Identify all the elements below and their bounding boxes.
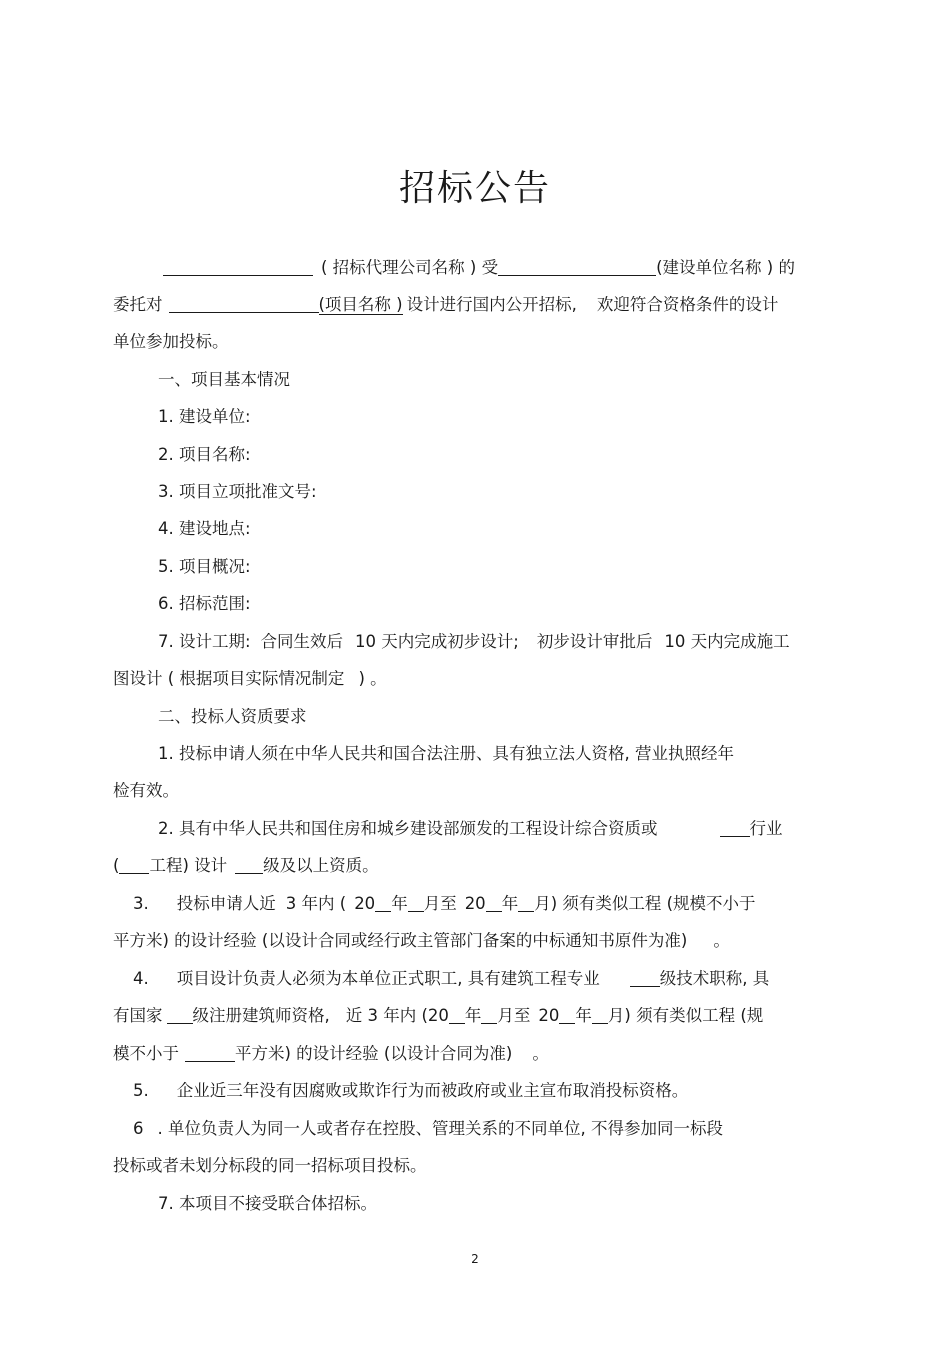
req-6-line-2: 投标或者未划分标段的同一招标项目投标。 — [113, 1156, 427, 1175]
req-3-text-b: 3 年内 ( — [285, 894, 347, 913]
req-4-year-2: 20 — [538, 1006, 560, 1025]
req-2-text-e: 级及以上资质。 — [263, 856, 379, 875]
blank-agent-name — [163, 257, 313, 276]
intro-owner-text: (建设单位名称 ) 的 — [656, 258, 795, 277]
section-1-item-6: 6. 招标范围: — [158, 594, 251, 613]
req-2-text-c: ( — [113, 856, 120, 875]
blank-year-2 — [486, 893, 502, 912]
section-2-heading: 二、投标人资质要求 — [158, 707, 307, 726]
req-3-text-i: 平方米) 的设计经验 (以设计合同或经行政主管部门备案的中标通知书原件为准) — [113, 931, 688, 950]
req-4-text-m: 。 — [532, 1044, 549, 1063]
req-4-text-j: 月) 须有类似工程 (规 — [607, 1006, 764, 1025]
blank-month-3 — [481, 1005, 497, 1024]
section-1-item-1: 1. 建设单位: — [158, 407, 251, 426]
req-3-line-2 — [113, 930, 835, 952]
req-4-text-b: 级技术职称, 具 — [659, 969, 770, 988]
section-1-item-3: 3. 项目立项批准文号: — [158, 482, 317, 501]
req-3-text-a: 投标申请人近 — [176, 894, 276, 913]
req-4-line-2 — [113, 1005, 835, 1027]
req-3-text-d: 年 — [391, 894, 408, 913]
item7-label: 7. 设计工期: — [158, 632, 251, 651]
req-5 — [133, 1080, 835, 1102]
req-2-text-d: 工程) 设计 — [149, 856, 228, 875]
section-1-item-7 — [158, 631, 835, 653]
item7-text-g: ) 。 — [358, 669, 387, 688]
req-3-text-h: 月) 须有类似工程 (规模不小于 — [534, 894, 756, 913]
blank-year-1 — [375, 893, 391, 912]
req-4-text-l: 平方米) 的设计经验 (以设计合同为准) — [235, 1044, 513, 1063]
intro-line-1 — [113, 257, 835, 279]
req-1-line-1: 1. 投标申请人须在中华人民共和国合法注册、具有独立法人资格, 营业执照经年 — [158, 744, 734, 763]
req-3-number: 3. — [133, 894, 149, 913]
req-4-number: 4. — [133, 969, 149, 988]
item7-text-d: 初步设计审批后 — [536, 632, 653, 651]
req-3-text-g: 年 — [501, 894, 519, 913]
req-4-text-d: 级注册建筑师资格, — [192, 1006, 330, 1025]
section-1-item-5: 5. 项目概况: — [158, 557, 251, 576]
blank-project-name — [169, 294, 319, 313]
intro-rest-text-2: 欢迎符合资格条件的设计 — [596, 295, 779, 314]
page-number: 2 — [471, 1252, 479, 1266]
blank-year-4 — [559, 1005, 575, 1024]
req-4-text-i: 年 — [575, 1006, 592, 1025]
blank-month-1 — [408, 893, 424, 912]
blank-year-3 — [449, 1005, 465, 1024]
req-1-line-2: 检有效。 — [113, 781, 179, 800]
item7-text-f: 图设计 ( 根据项目实际情况制定 — [113, 669, 345, 688]
blank-grade — [235, 855, 263, 874]
intro-project-text: (项目名称 ) — [318, 295, 403, 314]
item7-text-e: 10 天内完成施工 — [664, 632, 790, 651]
req-3-year-1: 20 — [354, 894, 376, 913]
req-3-text-j: 。 — [713, 931, 730, 950]
req-4-text-k: 模不小于 — [113, 1044, 179, 1063]
item7-text-b: 合同生效后 — [260, 632, 344, 651]
req-7: 7. 本项目不接受联合体招标。 — [158, 1194, 377, 1213]
blank-architect-grade — [167, 1005, 193, 1024]
req-2-text-b: 行业 — [749, 819, 783, 838]
req-3-year-2: 20 — [464, 894, 486, 913]
blank-industry — [720, 818, 750, 837]
req-5-text: 企业近三年没有因腐败或欺诈行为而被政府或业主宣布取消投标资格。 — [176, 1081, 689, 1100]
intro-line-2 — [113, 294, 835, 316]
blank-month-2 — [518, 893, 534, 912]
blank-area — [185, 1043, 235, 1062]
req-4-text-c: 有国家 — [113, 1006, 163, 1025]
section-1-item-7-cont — [113, 668, 835, 690]
req-4-text-f: 年 — [464, 1006, 482, 1025]
req-2-line-1 — [158, 818, 835, 840]
req-4-text-e: 近 3 年内 (20 — [345, 1006, 449, 1025]
req-2-text-a: 2. 具有中华人民共和国住房和城乡建设部颁发的工程设计综合资质或 — [158, 819, 658, 838]
req-4-text-g: 月至 — [497, 1006, 531, 1025]
blank-owner-name — [498, 257, 656, 276]
page-title: 招标公告 — [398, 168, 551, 209]
section-1-item-2: 2. 项目名称: — [158, 445, 251, 464]
blank-engineering — [119, 855, 149, 874]
req-4-line-3 — [113, 1043, 835, 1065]
req-3-text-e: 月至 — [423, 894, 457, 913]
req-6-text-a: . 单位负责人为同一人或者存在控股、管理关系的不同单位, 不得参加同一标段 — [157, 1119, 723, 1138]
intro-agent-text: ( 招标代理公司名称 ) 受 — [321, 258, 499, 277]
item7-text-c: 10 天内完成初步设计; — [355, 632, 519, 651]
req-5-number: 5. — [133, 1081, 149, 1100]
req-3-line-1 — [133, 893, 835, 915]
req-6-number: 6 — [133, 1119, 144, 1138]
blank-month-4 — [592, 1005, 608, 1024]
section-1-item-4: 4. 建设地点: — [158, 519, 251, 538]
req-2-line-2 — [113, 855, 835, 877]
intro-entrust-text: 委托对 — [113, 295, 163, 314]
req-6-line-1 — [133, 1118, 835, 1140]
blank-title-grade — [630, 968, 660, 987]
req-4-line-1 — [133, 968, 835, 990]
intro-rest-text-1: 设计进行国内公开招标, — [406, 295, 577, 314]
section-1-heading: 一、项目基本情况 — [158, 370, 290, 389]
req-4-text-a: 项目设计负责人必须为本单位正式职工, 具有建筑工程专业 — [176, 969, 600, 988]
intro-line-3: 单位参加投标。 — [113, 332, 229, 351]
